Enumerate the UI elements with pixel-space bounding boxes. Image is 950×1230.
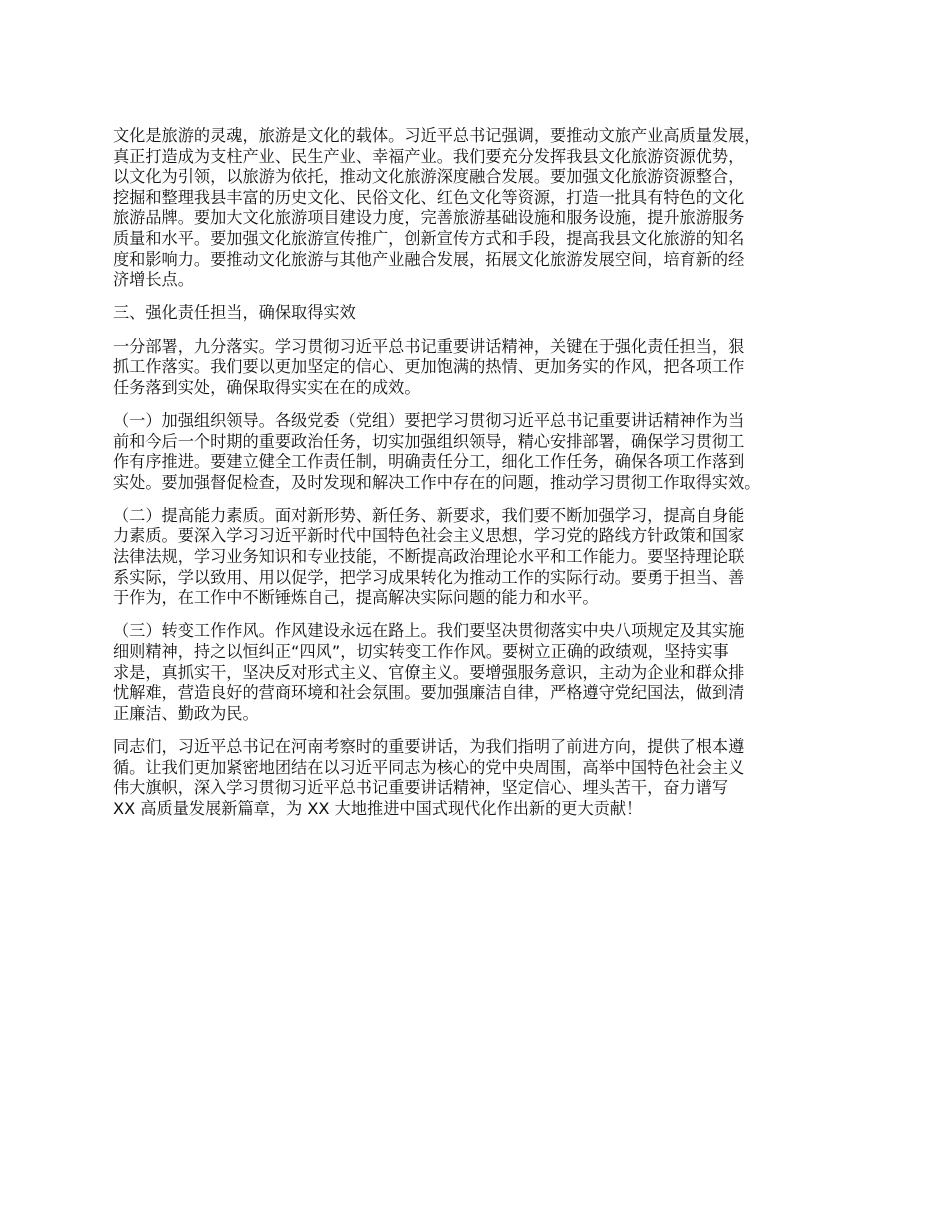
paragraph-work-style: （三）转变工作作风。作风建设永远在路上。我们要坚决贯彻落实中央八项规定及其实施 细则精神，持之以恒纠正“四风”，切实转变工作作风。要树立正确的政绩观，坚持实事 求是，真抓实干，坚决反对形式主义、官僚主义。要增强服务意识，主动为企业和群众排 忧解难，营造良好的营商环境和社会氛围。要加强廉洁自律，严格遵守党纪国法，做到清 正廉洁、勤政为民。 [113, 621, 745, 723]
document-page [113, 126, 853, 832]
paragraph-implementation: 一分部署，九分落实。学习贯彻习近平总书记重要讲话精神，关键在于强化责任担当，狠 抓工作落实。我们要以更加坚定的信心、更加饱满的热情、更加务实的作风，把各项工作 任务落到实处，确保取得实实在在的成效。 [113, 336, 745, 397]
section-heading-responsibility: 三、强化责任担当，确保取得实效 [113, 303, 356, 323]
paragraph-organization-leadership: （一）加强组织领导。各级党委（党组）要把学习贯彻习近平总书记重要讲话精神作为当 前和今后一个时期的重要政治任务，切实加强组织领导，精心安排部署，确保学习贯彻工 作有序推进。要建立健全工作责任制，明确责任分工，细化工作任务，确保各项工作落到 实处。要加强督促检查，及时发现和解决工作中存在的问题，推动学习贯彻工作取得实效。 [113, 410, 761, 492]
paragraph-ability-quality: （二）提高能力素质。面对新形势、新任务、新要求，我们要不断加强学习，提高自身能 力素质。要深入学习习近平新时代中国特色社会主义思想，学习党的路线方针政策和国家 法律法规，学习业务知识和专业技能，不断提高政治理论水平和工作能力。要坚持理论联 系实际，学以致用、用以促学，把学习成果转化为推动工作的实际行动。要勇于担当、善 于作为，在工作中不断锤炼自己，提高解决实际问题的能力和水平。 [113, 505, 745, 608]
paragraph-conclusion: 同志们，习近平总书记在河南考察时的重要讲话，为我们指明了前进方向，提供了根本遵 循。让我们更加紧密地团结在以习近平同志为核心的党中央周围，高举中国特色社会主义 伟大旗帜，深入学习贯彻习近平总书记重要讲话精神，坚定信心、埋头苦干，奋力谱写 XX 高质量发展新篇章，为 XX 大地推进中国式现代化作出新的更大贡献！ [113, 737, 745, 818]
paragraph-culture-tourism: 文化是旅游的灵魂，旅游是文化的载体。习近平总书记强调，要推动文旅产业高质量发展， 真正打造成为支柱产业、民生产业、幸福产业。我们要充分发挥我县文化旅游资源优势， 以文化为引领，以旅游为依托，推动文化旅游深度融合发展。要加强文化旅游资源整合， 挖掘和整理我县丰富的历史文化、民俗文化、红色文化等资源，打造一批具有特色的文化 旅游品牌。要加大文化旅游项目建设力度，完善旅游基础设施和服务设施，提升旅游服务 质量和水平。要加强文化旅游宣传推广，创新宣传方式和手段，提高我县文化旅游的知名 度和影响力。要推动文化旅游与其他产业融合发展，拓展文化旅游发展空间，培育新的经 济增长点。 [113, 126, 761, 290]
